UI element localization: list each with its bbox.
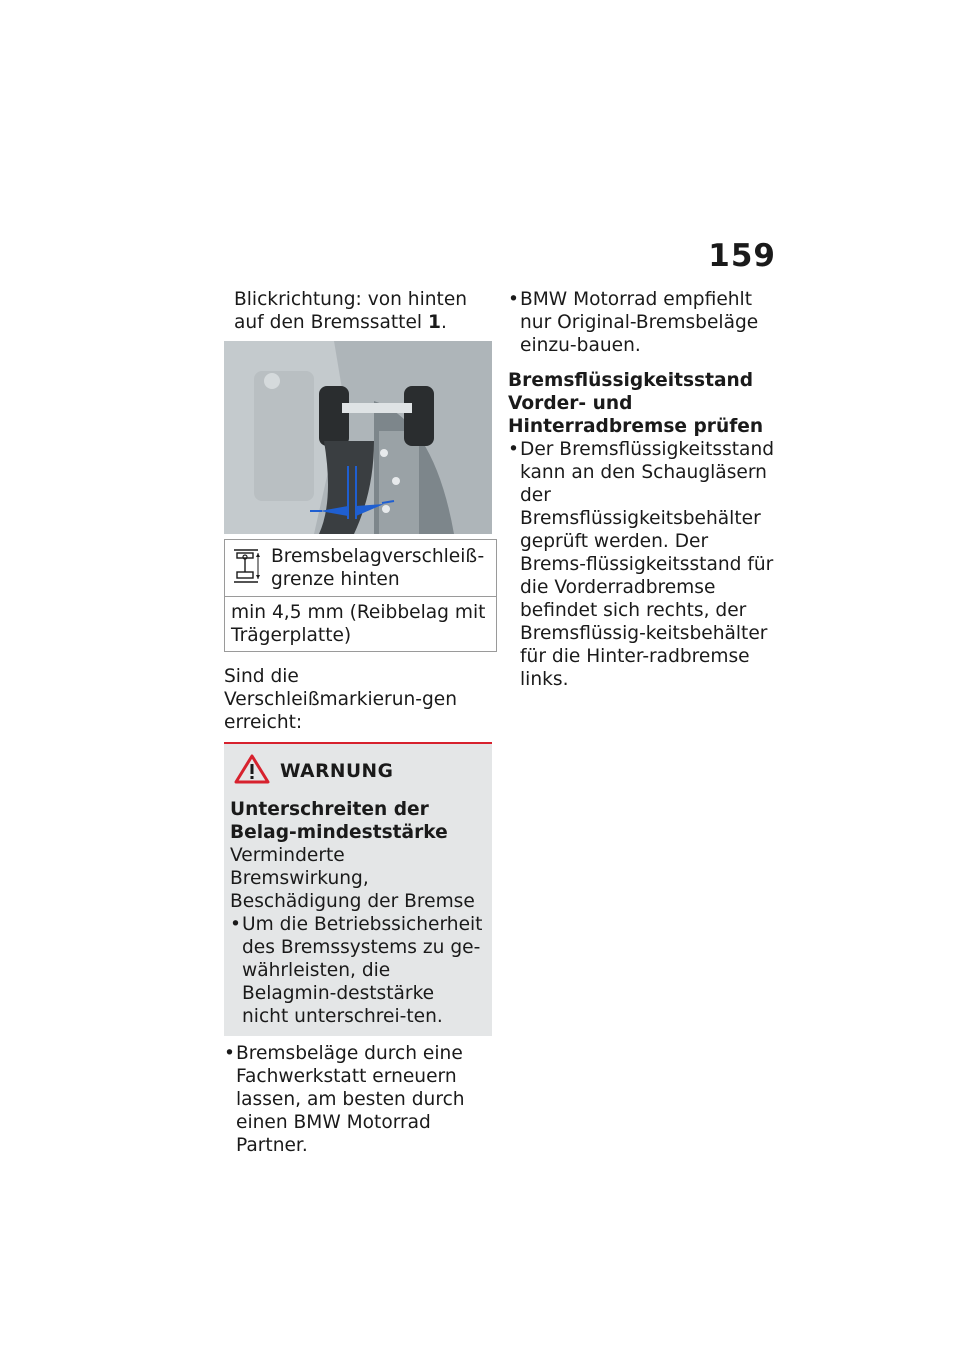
- warning-label: WARNUNG: [280, 760, 394, 782]
- warning-title: Unterschreiten der Belag-mindeststärke: [230, 799, 448, 843]
- section-title: Bremsflüssigkeitsstand Vorder- und Hinterradbremse prüfen: [508, 370, 764, 437]
- left-bullets: [224, 1042, 492, 1157]
- brake-pad-wear-icon: [231, 545, 261, 591]
- warning-bullets: [230, 913, 486, 1028]
- right-column: [508, 288, 778, 691]
- brake-caliper-photo: [224, 341, 492, 534]
- page-number: 159: [708, 238, 776, 274]
- intro-text-body: Blickrichtung: von hinten auf den Bremssattel: [234, 289, 468, 333]
- warning-triangle-icon: [234, 754, 270, 788]
- intro-end: .: [440, 312, 447, 333]
- condition-text: Sind die Verschleißmarkierun-gen erreicht:: [224, 666, 458, 733]
- spec-header-text: Bremsbelagverschleiß-grenze hinten: [271, 546, 485, 590]
- section-bullets: [508, 438, 778, 691]
- intro-text: [224, 288, 492, 334]
- warning-text: Verminderte Bremswirkung, Beschädigung der Bremse: [230, 845, 475, 912]
- spec-table: [224, 539, 497, 652]
- intro-ref-number: 1: [428, 312, 441, 333]
- spec-header-row: [225, 540, 497, 597]
- right-top-bullets: [508, 288, 778, 357]
- warning-box: [224, 742, 492, 1036]
- spec-value: min 4,5 mm (Reibbelag mit Trägerplatte): [225, 597, 497, 652]
- fluid-level-bullet: • Der Bremsflüssigkeitsstand kann an den Schaugläsern der Bremsflüssigkeitsbehälter geprüft werden. Der Brems-flüssigkeitsstand für die Vorderradbremse befindet sich rechts, der Bremsflüssig-keitsbehälter für die Hinter-radbremse links.: [508, 438, 778, 691]
- warning-bullet: • Um die Betriebssicherheit des Bremssystems zu ge-währleisten, die Belagmin-deststärke nicht unterschrei-ten.: [230, 913, 486, 1028]
- brake-caliper-illustration: [224, 341, 492, 534]
- warning-header: [234, 754, 486, 788]
- left-column: [224, 288, 492, 1157]
- spec-value-row: [225, 597, 497, 652]
- replace-pads-bullet: • Bremsbeläge durch eine Fachwerkstatt erneuern lassen, am besten durch einen BMW Motorrad Partner.: [224, 1042, 492, 1157]
- original-pads-bullet: • BMW Motorrad empfiehlt nur Original-Bremsbeläge einzu-bauen.: [508, 288, 778, 357]
